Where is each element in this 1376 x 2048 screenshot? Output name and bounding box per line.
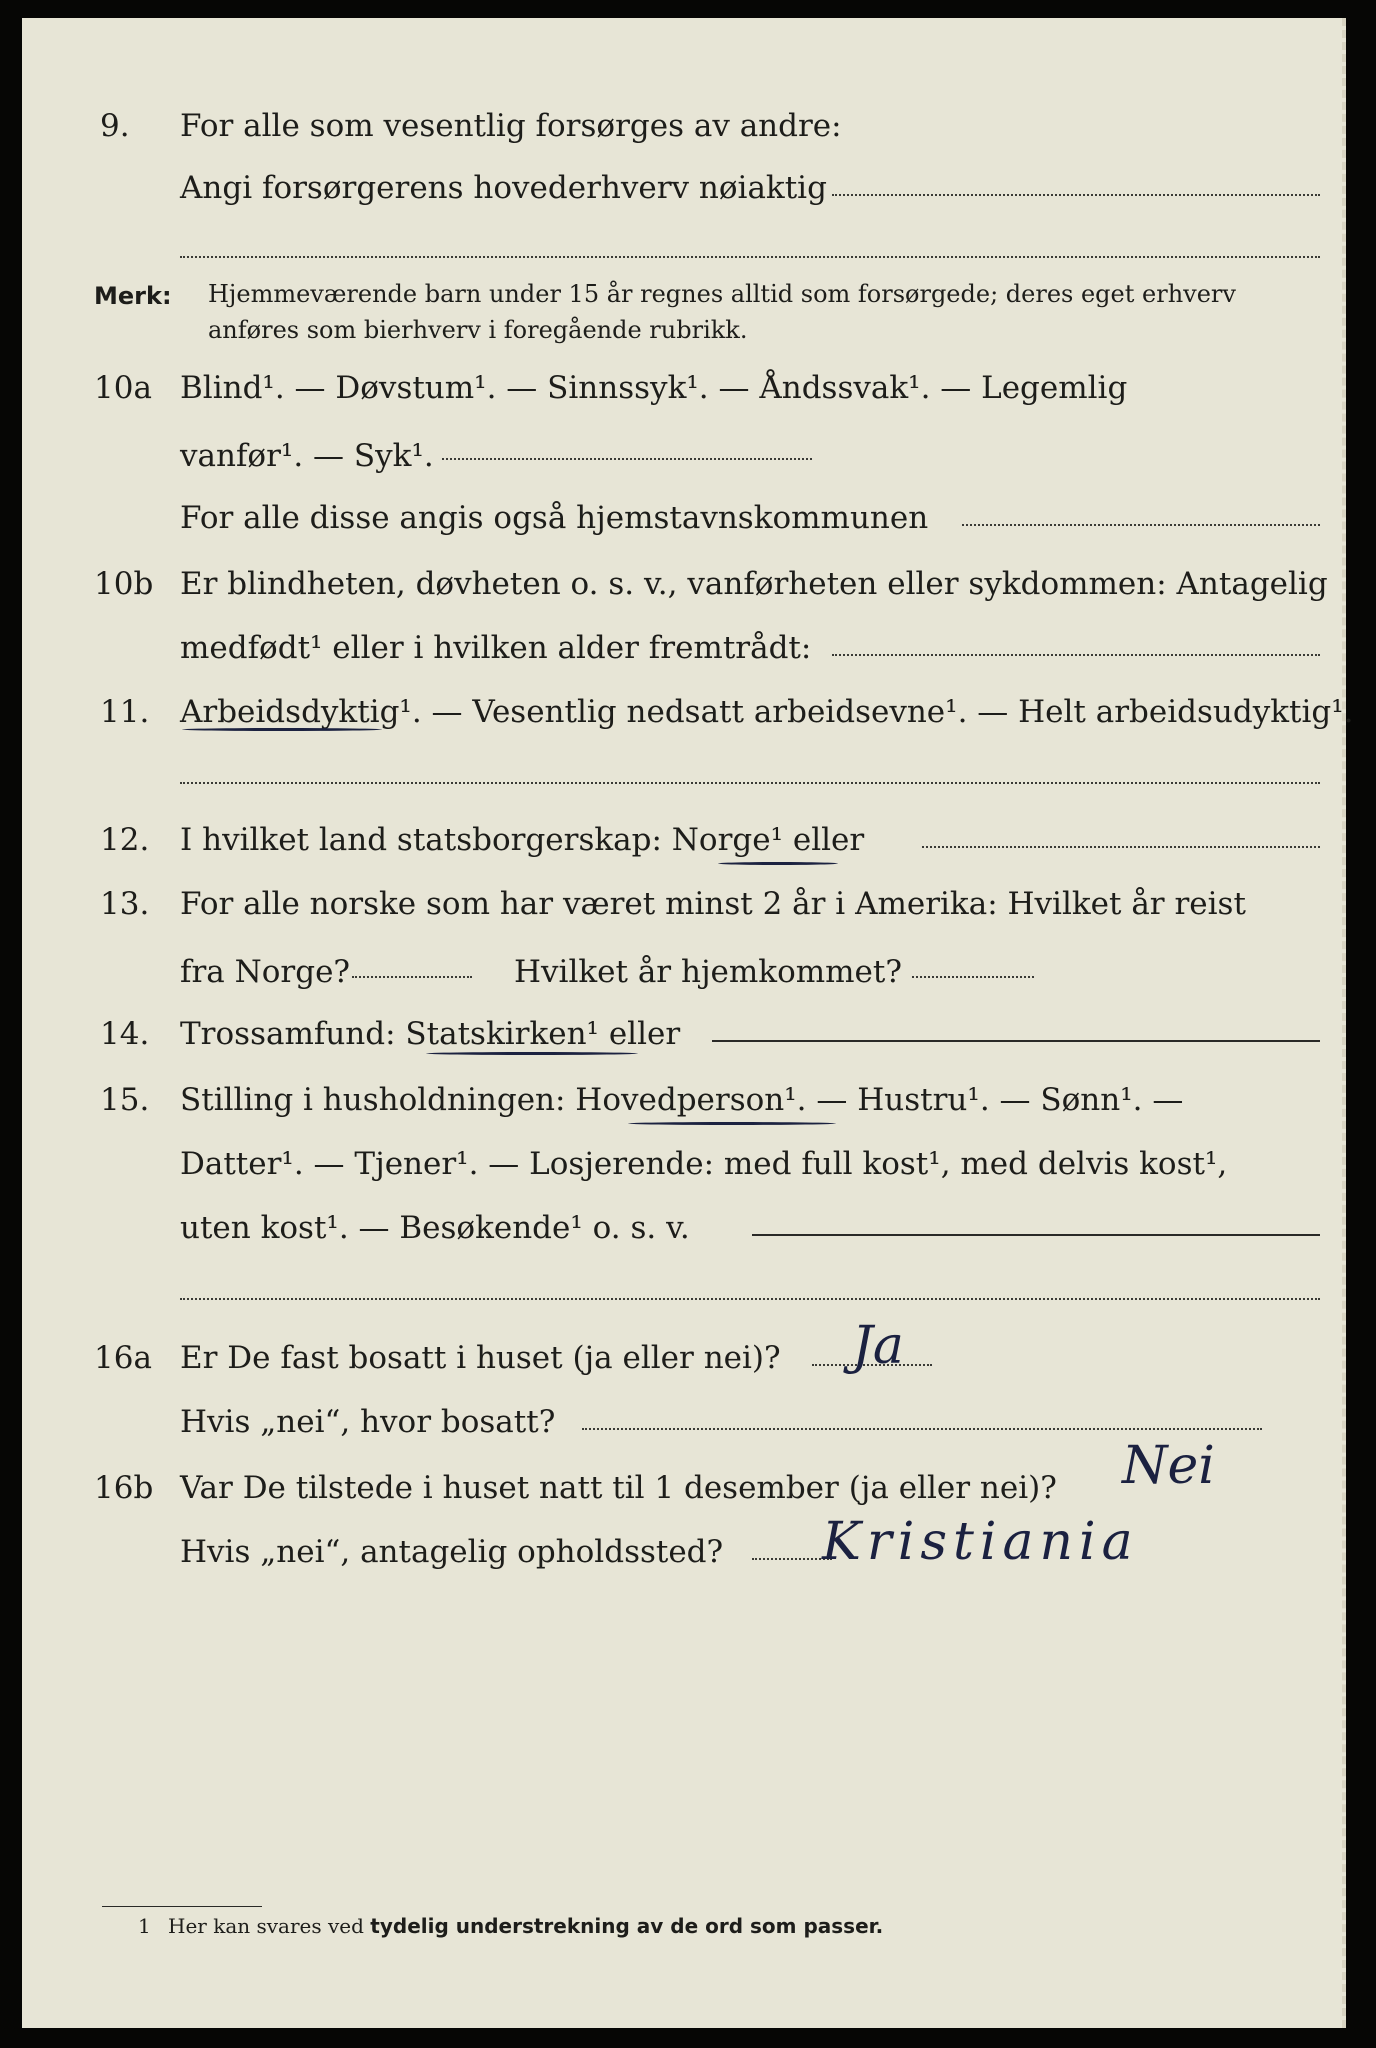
question-text: Trossamfund: Statskirken¹ eller — [180, 1016, 681, 1052]
note-text: anføres som bierhverv i foregående rubrikk. — [208, 316, 748, 344]
footnote-text — [168, 1914, 883, 1938]
question-text: Blind¹. — Døvstum¹. — Sinnssyk¹. — Åndssvak¹. — Legemlig — [180, 370, 1128, 406]
answer-field[interactable] — [442, 458, 812, 460]
question-number: 10b — [94, 566, 154, 602]
answer-field[interactable] — [582, 1428, 1262, 1430]
question-text: vanfør¹. — Syk¹. — [180, 438, 434, 474]
question-number: 13. — [100, 886, 150, 922]
question-text: Angi forsørgerens hovederhverv nøiaktig — [180, 170, 827, 206]
question-text: For alle disse angis også hjemstavnskommunen — [180, 500, 929, 536]
answer-field[interactable] — [832, 654, 1320, 656]
question-text: For alle som vesentlig forsørges av andre: — [180, 108, 842, 144]
underline-mark — [628, 1122, 836, 1125]
answer-field[interactable] — [962, 524, 1320, 526]
question-text: Er blindheten, døvheten o. s. v., vanførheten eller sykdommen: Antagelig — [180, 566, 1328, 602]
question-number: 10a — [94, 370, 152, 406]
handwritten-answer: Nei — [1122, 1436, 1215, 1496]
footnote-rule — [102, 1906, 262, 1907]
question-number: 12. — [100, 822, 150, 858]
footnote-mark: 1 — [138, 1914, 151, 1938]
answer-field[interactable] — [752, 1558, 832, 1560]
footnote-plain: Her kan svares ved — [168, 1914, 364, 1938]
question-text: Hvis „nei“, hvor bosatt? — [180, 1404, 556, 1440]
answer-field[interactable] — [180, 1298, 1320, 1300]
question-number: 16a — [94, 1340, 152, 1376]
answer-field[interactable] — [180, 782, 1320, 784]
question-number: 15. — [100, 1082, 150, 1118]
question-text: Var De tilstede i huset natt til 1 desember (ja eller nei)? — [180, 1470, 1057, 1506]
answer-field[interactable] — [352, 976, 472, 978]
question-text: medfødt¹ eller i hvilken alder fremtrådt: — [180, 630, 812, 666]
note-text: Hjemmeværende barn under 15 år regnes alltid som forsørgede; deres eget erhverv — [208, 280, 1236, 308]
handwritten-answer: Ja — [852, 1316, 904, 1376]
question-text: I hvilket land statsborgerskap: Norge¹ eller — [180, 822, 865, 858]
answer-field[interactable] — [752, 1234, 1320, 1236]
question-number: 11. — [100, 694, 150, 730]
answer-field[interactable] — [912, 976, 1034, 978]
answer-field[interactable] — [180, 256, 1320, 258]
question-text: For alle norske som har været minst 2 år i Amerika: Hvilket år reist — [180, 886, 1246, 922]
answer-field[interactable] — [922, 846, 1320, 848]
question-text: uten kost¹. — Besøkende¹ o. s. v. — [180, 1210, 690, 1246]
question-number: 14. — [100, 1016, 150, 1052]
question-number: 9. — [100, 108, 130, 144]
underline-mark — [426, 1052, 638, 1055]
question-text: fra Norge? — [180, 954, 351, 990]
note-label: Merk: — [94, 282, 172, 310]
underline-mark — [718, 862, 838, 865]
answer-field[interactable] — [832, 194, 1320, 196]
footnote-bold: tydelig understrekning av de ord som passer. — [370, 1914, 884, 1938]
question-text: Stilling i husholdningen: Hovedperson¹. — Hustru¹. — Sønn¹. — — [180, 1082, 1184, 1118]
census-form-page — [22, 18, 1354, 2028]
handwritten-answer: Kristiania — [822, 1512, 1139, 1572]
question-text: Arbeidsdyktig¹. — Vesentlig nedsatt arbeidsevne¹. — Helt arbeidsudyktig¹. — [180, 694, 1354, 730]
question-text: Hvilket år hjemkommet? — [514, 954, 902, 990]
question-number: 16b — [94, 1470, 154, 1506]
question-text: Er De fast bosatt i huset (ja eller nei)? — [180, 1340, 781, 1376]
question-text: Hvis „nei“, antagelig opholdssted? — [180, 1534, 724, 1570]
question-text: Datter¹. — Tjener¹. — Losjerende: med full kost¹, med delvis kost¹, — [180, 1146, 1228, 1182]
underline-mark — [182, 728, 382, 731]
answer-field[interactable] — [712, 1040, 1320, 1042]
